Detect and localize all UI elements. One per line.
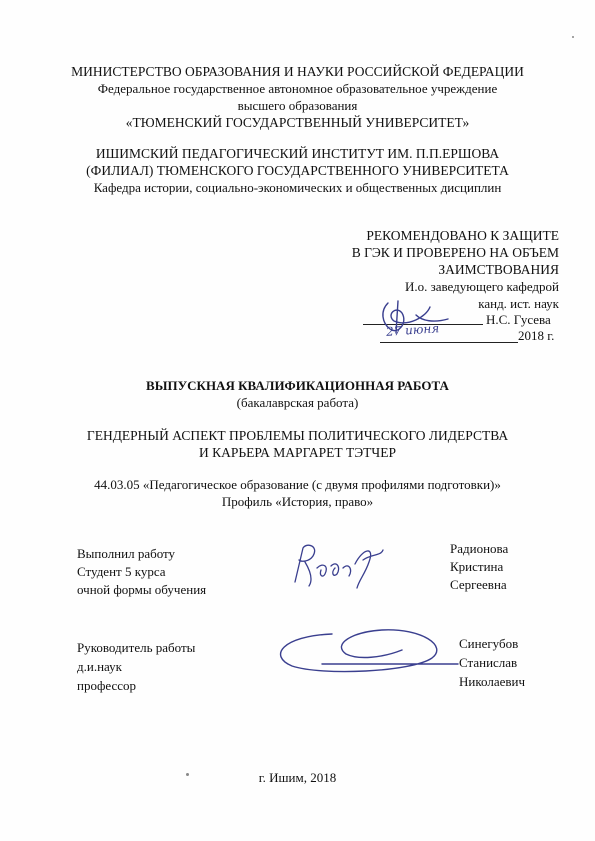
ministry-name: МИНИСТЕРСТВО ОБРАЗОВАНИЯ И НАУКИ РОССИЙСКОЙ ФЕДЕРАЦИИ — [71, 64, 524, 79]
student-first-name: Кристина — [450, 559, 504, 574]
university-name: «ТЮМЕНСКИЙ ГОСУДАРСТВЕННЫЙ УНИВЕРСИТЕТ» — [125, 115, 470, 130]
higher-education-line: высшего образования — [237, 98, 358, 113]
handwritten-date: 27 июня — [385, 321, 440, 339]
supervisor-title: профессор — [77, 678, 137, 693]
federal-institution-line: Федеральное государственное автономное образовательное учреждение — [97, 81, 498, 96]
student-role-line-1: Выполнил работу — [77, 546, 176, 561]
approval-year: 2018 г. — [518, 328, 555, 343]
thesis-title-line-2: И КАРЬЕРА МАРГАРЕТ ТЭТЧЕР — [199, 445, 396, 460]
acting-head-label: И.о. заведующего кафедрой — [404, 279, 559, 294]
place-and-year: г. Ишим, 2018 — [258, 770, 337, 785]
supervisor-surname: Синегубов — [459, 636, 519, 651]
student-role-line-2: Студент 5 курса — [77, 564, 166, 579]
student-signature — [283, 538, 393, 598]
supervisor-degree: д.и.наук — [77, 659, 122, 674]
student-surname: Радионова — [450, 541, 509, 556]
supervisor-role-line-1: Руководитель работы — [77, 640, 196, 655]
specialty-code: 44.03.05 «Педагогическое образование (с двумя профилями подготовки)» — [94, 477, 501, 492]
academic-degree: канд. ист. наук — [478, 296, 559, 311]
work-subtype: (бакалаврская работа) — [236, 395, 359, 410]
approval-line-2: В ГЭК И ПРОВЕРЕНО НА ОБЪЕМ — [351, 245, 559, 260]
student-patronymic: Сергеевна — [450, 577, 507, 592]
scan-speck — [186, 773, 189, 776]
head-signer-name: Н.С. Гусева — [486, 312, 551, 327]
approval-line-3: ЗАИМСТВОВАНИЯ — [438, 262, 559, 277]
work-type: ВЫПУСКНАЯ КВАЛИФИКАЦИОННАЯ РАБОТА — [146, 378, 449, 393]
thesis-title-line-1: ГЕНДЕРНЫЙ АСПЕКТ ПРОБЛЕМЫ ПОЛИТИЧЕСКОГО ЛИДЕРСТВА — [86, 428, 509, 443]
institute-branch: (ФИЛИАЛ) ТЮМЕНСКОГО ГОСУДАРСТВЕННОГО УНИВЕРСИТЕТА — [86, 163, 509, 178]
study-profile: Профиль «История, право» — [221, 494, 374, 509]
institute-name: ИШИМСКИЙ ПЕДАГОГИЧЕСКИЙ ИНСТИТУТ ИМ. П.П.ЕРШОВА — [95, 146, 500, 161]
supervisor-patronymic: Николаевич — [459, 674, 525, 689]
supervisor-first-name: Станислав — [459, 655, 518, 670]
department-name: Кафедра истории, социально-экономических и общественных дисциплин — [93, 180, 502, 195]
student-role-line-3: очной формы обучения — [77, 582, 207, 597]
scan-speck — [572, 36, 574, 38]
approval-line-1: РЕКОМЕНДОВАНО К ЗАЩИТЕ — [366, 228, 559, 243]
supervisor-signature — [262, 620, 462, 680]
